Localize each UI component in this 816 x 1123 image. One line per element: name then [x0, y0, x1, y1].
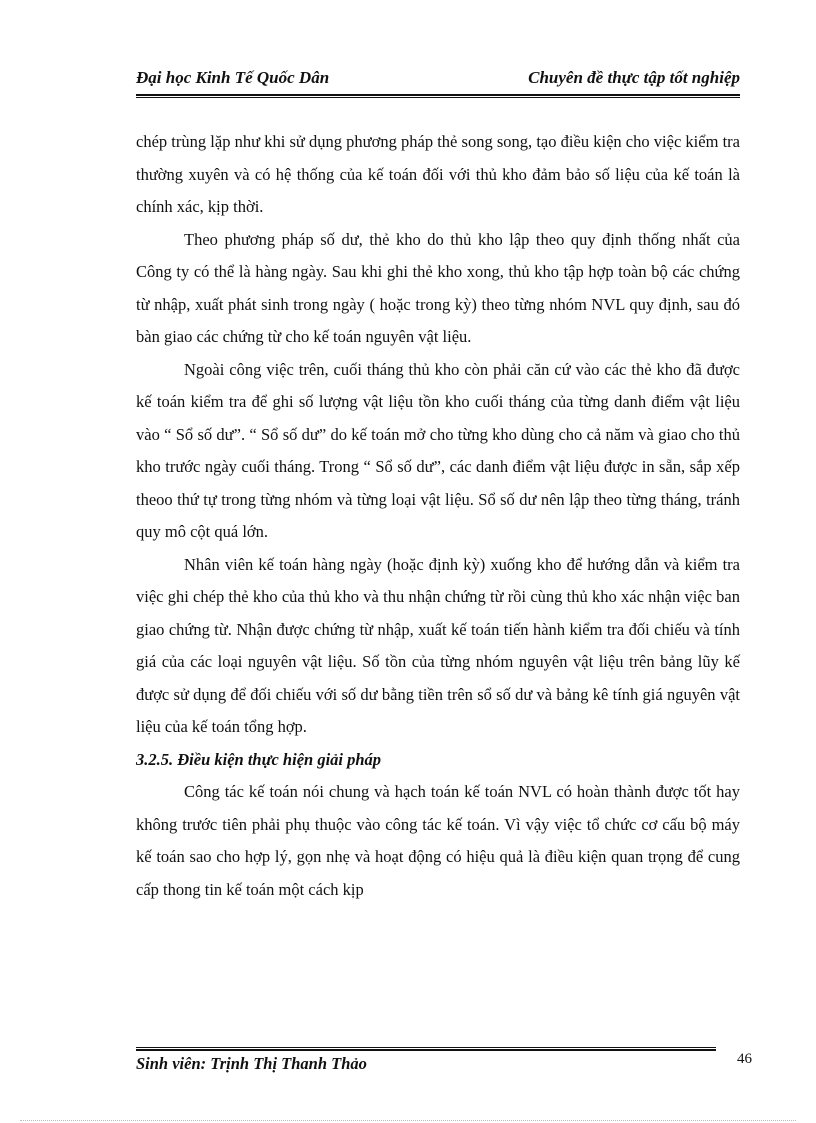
paragraph-month-end: Ngoài công việc trên, cuối tháng thủ kho còn phải căn cứ vào các thẻ kho đã được kế toán kiểm tra để ghi số lượng vật liệu tồn kho cuối tháng của từng danh điểm vật liệu vào “ Sổ số dư”. “ Sổ số dư” do kế toán mở cho từng kho dùng cho cả năm và giao cho thủ kho trước ngày cuối tháng. Trong “ Sổ số dư”, các danh điểm vật liệu được in sẵn, sắp xếp theoo thứ tự trong từng nhóm và từng loại vật liệu. Sổ số dư nên lập theo từng tháng, tránh quy mô cột quá lớn.	[136, 359, 740, 541]
paragraph-balance-method: Theo phương pháp số dư, thẻ kho do thủ kho lập theo quy định thống nhất của Công ty có thể là hàng ngày. Sau khi ghi thẻ kho xong, thủ kho tập hợp toàn bộ các chứng từ nhập, xuất phát sinh trong ngày ( hoặc trong kỳ) theo từng nhóm NVL quy định, sau đó bàn giao các chứng từ cho kế toán nguyên vật liệu.	[136, 229, 740, 346]
footer-student-name: Sinh viên: Trịnh Thị Thanh Thảo	[136, 1054, 367, 1073]
header-rule	[136, 94, 740, 98]
page-number: 46	[737, 1051, 752, 1067]
header-report-title: Chuyên đề thực tập tốt nghiệp	[528, 68, 740, 87]
paragraph-accountant-duties: Nhân viên kế toán hàng ngày (hoặc định kỳ) xuống kho để hướng dẫn và kiểm tra việc ghi chép thẻ kho của thủ kho và thu nhận chứng từ rồi cùng thủ kho xác nhận việc ban giao chứng từ. Nhận được chứng từ nhập, xuất kế toán tiến hành kiểm tra đối chiếu và tính giá của các loại nguyên vật liệu. Số tồn của từng nhóm nguyên vật liệu trên bảng lũy kế được sử dụng để đối chiếu với số dư bằng tiền trên sổ số dư và bảng kê tính giá nguyên vật liệu của kế toán tổng hợp.	[136, 554, 740, 736]
paragraph-continuation: chép trùng lặp như khi sử dụng phương pháp thẻ song song, tạo điều kiện cho việc kiểm tra thường xuyên và có hệ thống của kế toán đối với thủ kho đảm bảo số liệu của kế toán là chính xác, kịp thời.	[136, 132, 740, 216]
paragraph-conditions: Công tác kế toán nói chung và hạch toán kế toán NVL có hoàn thành được tốt hay không trước tiên phải phụ thuộc vào công tác kế toán. Vì vậy việc tổ chức cơ cấu bộ máy kế toán sao cho hợp lý, gọn nhẹ và hoạt động có hiệu quả là điều kiện quan trọng để cung cấp thong tin kế toán một cách kịp	[136, 782, 740, 899]
page-bottom-divider	[20, 1120, 796, 1121]
document-body	[136, 126, 740, 906]
section-heading: 3.2.5. Điều kiện thực hiện giải pháp	[136, 749, 382, 769]
footer-rule	[136, 1047, 716, 1051]
page-header	[136, 68, 740, 92]
header-university: Đại học Kinh Tế Quốc Dân	[136, 68, 330, 87]
